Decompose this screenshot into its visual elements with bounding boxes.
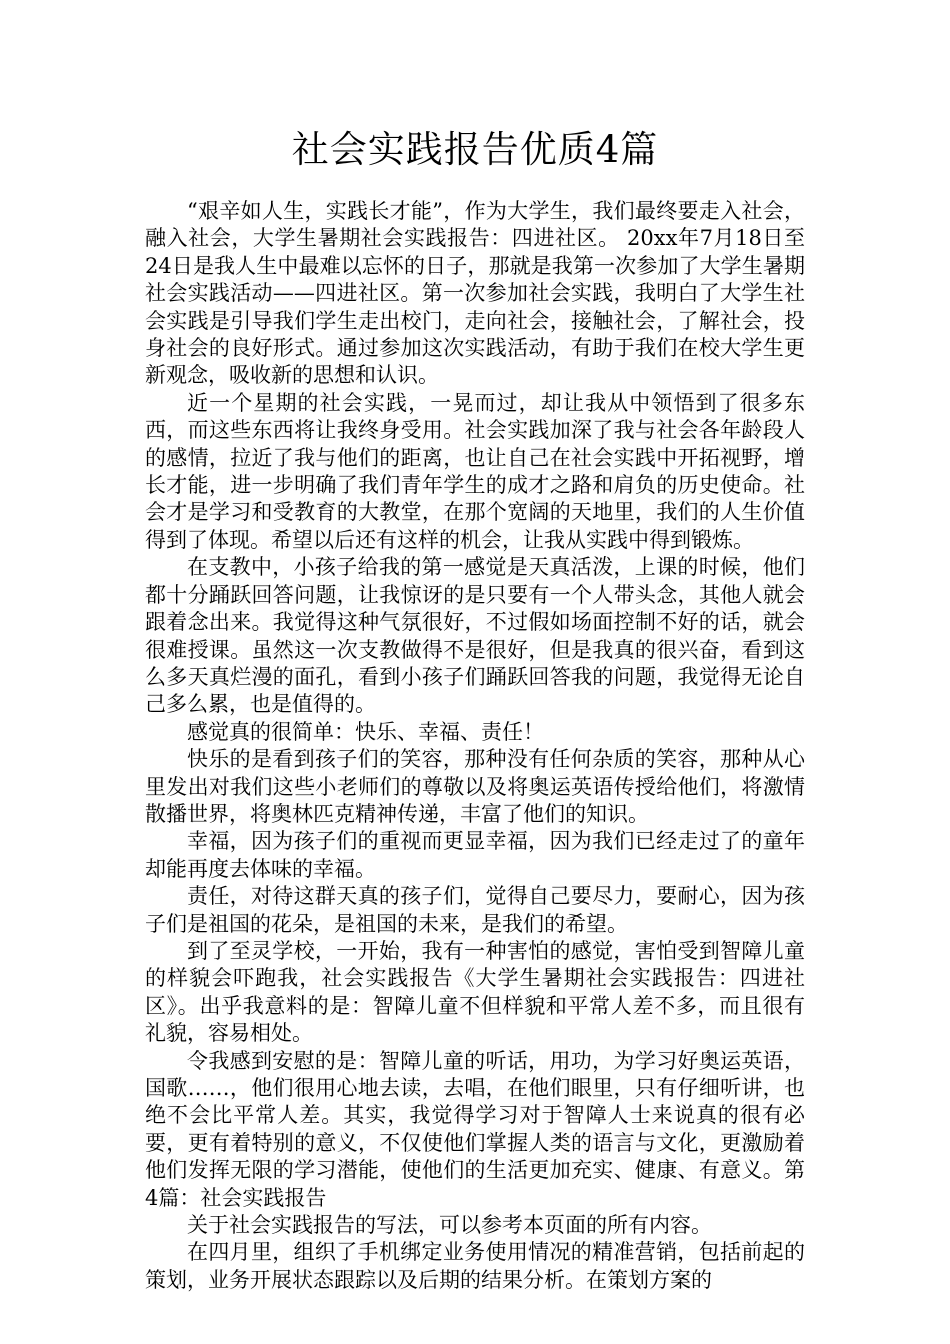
- document-body: [145, 198, 805, 1294]
- paragraph: 感觉真的很简单：快乐、幸福、责任！: [187, 719, 544, 744]
- paragraph: 在支教中，小孩子给我的第一感觉是天真活泼，上课的时候，他们都十分踊跃回答问题，让我惊讶的是只要有一个人带头念，其他人就会跟着念出来。我觉得这种气氛很好，不过假如场面控制不好的话，就会很难授课。虽然这一次支教做得不是很好，但是我真的很兴奋，看到这么多天真烂漫的面孔，看到小孩子们踊跃回答我的问题，我觉得无论自己多么累，也是值得的。: [145, 555, 805, 717]
- paragraph: 在四月里，组织了手机绑定业务使用情况的精准营销，包括前起的策划，业务开展状态跟踪以及后期的结果分析。在策划方案的: [145, 1240, 805, 1292]
- paragraph: 关于社会实践报告的写法，可以参考本页面的所有内容。: [187, 1213, 712, 1238]
- paragraph: 快乐的是看到孩子们的笑容，那种没有任何杂质的笑容，那种从心里发出对我们这些小老师们的尊敬以及将奥运英语传授给他们，将激情散播世界，将奥林匹克精神传递，丰富了他们的知识。: [145, 747, 805, 826]
- paragraph: “艰辛如人生，实践长才能”，作为大学生，我们最终要走入社会，融入社会，大学生暑期社会实践报告：四进社区。 20xx年7月18日至24日是我人生中最难以忘怀的日子，那就是我第一次参加了大学生暑期社会实践活动——四进社区。第一次参加社会实践，我明白了大学生社会实践是引导我们学生走出校门，走向社会，接触社会，了解社会，投身社会的良好形式。通过参加这次实践活动，有助于我们在校大学生更新观念，吸收新的思想和认识。: [145, 199, 805, 388]
- paragraph: 责任，对待这群天真的孩子们，觉得自己要尽力，要耐心，因为孩子们是祖国的花朵，是祖国的未来，是我们的希望。: [145, 884, 805, 936]
- paragraph: 到了至灵学校，一开始，我有一种害怕的感觉，害怕受到智障儿童的样貌会吓跑我，社会实践报告《大学生暑期社会实践报告：四进社区》。出乎我意料的是：智障儿童不但样貌和平常人差不多，而且很有礼貌，容易相处。: [145, 938, 805, 1046]
- document-title: 社会实践报告优质4篇: [291, 128, 659, 171]
- paragraph: 近一个星期的社会实践，一晃而过，却让我从中领悟到了很多东西，而这些东西将让我终身受用。社会实践加深了我与社会各年龄段人的感情，拉近了我与他们的距离，也让自己在社会实践中开拓视野，增长才能，进一步明确了我们青年学生的成才之路和肩负的历史使命。社会才是学习和受教育的大教堂，在那个宽阔的天地里，我们的人生价值得到了体现。希望以后还有这样的机会，让我从实践中得到锻炼。: [145, 390, 805, 552]
- paragraph: 幸福，因为孩子们的重视而更显幸福，因为我们已经走过了的童年却能再度去体味的幸福。: [145, 829, 805, 881]
- paragraph: 令我感到安慰的是：智障儿童的听话，用功，为学习好奥运英语，国歌……，他们很用心地去读，去唱，在他们眼里，只有仔细听讲，也绝不会比平常人差。其实，我觉得学习对于智障人士来说真的很有必要，更有着特别的意义，不仅使他们掌握人类的语言与文化，更激励着他们发挥无限的学习潜能，使他们的生活更加充实、健康、有意义。第4篇：社会实践报告: [145, 1048, 805, 1210]
